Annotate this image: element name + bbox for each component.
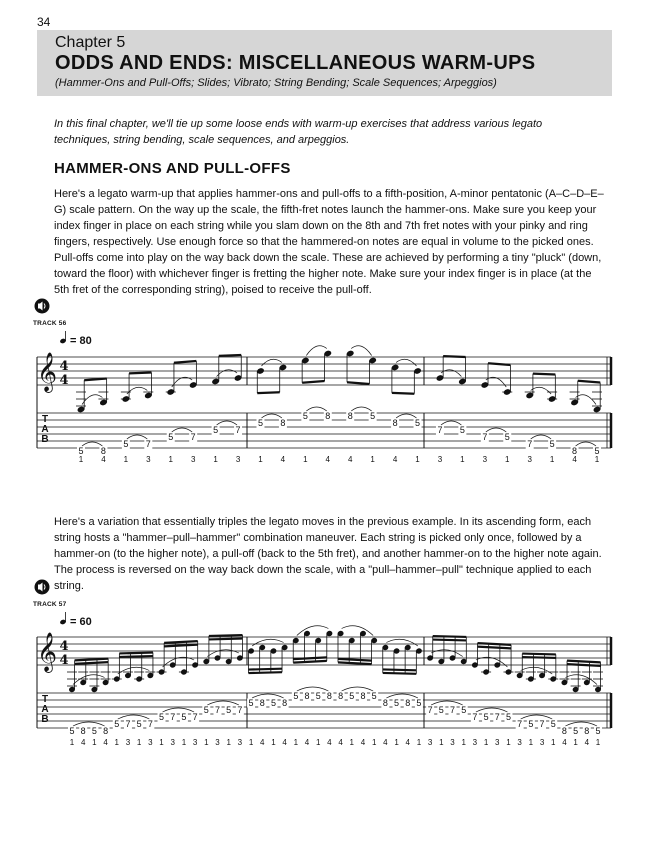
tab-fret-number: 5 bbox=[270, 697, 276, 708]
note-beam bbox=[477, 647, 511, 649]
tab-slur bbox=[386, 694, 418, 698]
fingering-number: 3 bbox=[190, 455, 196, 464]
track-label: TRACK 56 bbox=[33, 320, 67, 327]
note-beam bbox=[488, 363, 510, 365]
note-beam bbox=[433, 636, 467, 637]
fingering-number: 4 bbox=[392, 455, 398, 464]
fingering-number: 3 bbox=[237, 738, 243, 747]
tab-slur bbox=[576, 442, 596, 446]
tab-fret-number: 7 bbox=[235, 424, 241, 435]
slur bbox=[127, 387, 147, 394]
tab-fret-number: 5 bbox=[394, 697, 400, 708]
fingering-number: 1 bbox=[483, 738, 489, 747]
note-beam bbox=[248, 672, 282, 673]
fingering-number: 1 bbox=[181, 738, 187, 747]
fingering-number: 3 bbox=[215, 738, 220, 747]
note-beam bbox=[75, 662, 109, 664]
fingering-number: 3 bbox=[495, 738, 500, 747]
tab-fret-number: 8 bbox=[280, 417, 286, 428]
note-beam bbox=[383, 669, 417, 670]
fingering-number: 3 bbox=[235, 455, 241, 464]
fingering-number: 1 bbox=[528, 738, 534, 747]
fingering-number: 1 bbox=[573, 738, 578, 747]
tab-slur bbox=[217, 421, 237, 425]
note-beam bbox=[522, 654, 556, 655]
tab-fret-number: 5 bbox=[459, 424, 465, 435]
tab-fret-number: 5 bbox=[136, 718, 142, 729]
slur bbox=[306, 346, 326, 356]
page-number: 34 bbox=[37, 15, 51, 29]
tab-fret-number: 5 bbox=[415, 417, 421, 428]
slur bbox=[486, 377, 506, 387]
fingering-number: 1 bbox=[293, 738, 299, 747]
tab-fret-number: 5 bbox=[504, 431, 510, 442]
note-beam bbox=[219, 355, 241, 356]
fingering-number: 1 bbox=[370, 455, 375, 464]
note-beam bbox=[119, 653, 153, 654]
fingering-number: 1 bbox=[439, 738, 444, 747]
tab-fret-number: 8 bbox=[347, 410, 353, 421]
tab-fret-number: 5 bbox=[528, 718, 534, 729]
tab-fret-number: 5 bbox=[114, 718, 120, 729]
tempo-marking: = 80 bbox=[70, 335, 92, 347]
tab-fret-number: 5 bbox=[349, 690, 355, 701]
time-signature-top: 4 bbox=[59, 639, 69, 654]
tab-fret-number: 8 bbox=[382, 697, 388, 708]
fingering-number: 4 bbox=[325, 455, 331, 464]
slur bbox=[396, 359, 416, 366]
tab-slur bbox=[396, 414, 416, 418]
tab-fret-number: 8 bbox=[325, 410, 331, 421]
fingering-number: 1 bbox=[506, 738, 511, 747]
fingering-number: 1 bbox=[248, 738, 254, 747]
note-beam bbox=[578, 381, 600, 383]
tab-slur bbox=[306, 407, 326, 411]
slur bbox=[386, 639, 418, 646]
fingering-number: 3 bbox=[125, 738, 131, 747]
tab-slur bbox=[342, 687, 374, 691]
fingering-number: 1 bbox=[123, 455, 129, 464]
tab-fret-number: 5 bbox=[416, 697, 422, 708]
tab-clef-letter: A bbox=[41, 704, 49, 715]
tab-fret-number: 5 bbox=[78, 445, 84, 456]
fingering-number: 4 bbox=[584, 738, 590, 747]
note-beam bbox=[164, 641, 198, 643]
tab-slur bbox=[82, 442, 102, 446]
fingering-number: 4 bbox=[304, 738, 310, 747]
fingering-number: 1 bbox=[114, 738, 119, 747]
tab-fret-number: 7 bbox=[147, 718, 153, 729]
fingering-number: 3 bbox=[539, 738, 545, 747]
note-beam bbox=[567, 661, 601, 663]
tab-slur bbox=[531, 435, 551, 439]
tab-fret-number: 8 bbox=[259, 697, 265, 708]
fingering-number: 4 bbox=[572, 455, 577, 464]
fingering-number: 3 bbox=[148, 738, 153, 747]
fingering-number: 4 bbox=[101, 455, 106, 464]
tab-fret-number: 5 bbox=[505, 711, 511, 722]
tab-fret-number: 5 bbox=[91, 725, 97, 736]
note-beam bbox=[347, 382, 369, 384]
fingering-number: 4 bbox=[103, 738, 108, 747]
fingering-number: 1 bbox=[349, 738, 355, 747]
slur bbox=[476, 657, 508, 667]
note-beam bbox=[443, 356, 465, 357]
fingering-number: 3 bbox=[192, 738, 198, 747]
note-beam bbox=[383, 673, 417, 674]
tab-slur bbox=[163, 708, 195, 712]
note-beam bbox=[257, 392, 279, 393]
tab-fret-number: 8 bbox=[326, 690, 332, 701]
tab-slur bbox=[207, 701, 239, 705]
slur bbox=[261, 359, 281, 366]
note-beam bbox=[338, 659, 372, 661]
tab-slur bbox=[252, 694, 284, 698]
fingering-number: 3 bbox=[427, 738, 433, 747]
tab-slur bbox=[565, 722, 597, 726]
tab-fret-number: 5 bbox=[573, 725, 579, 736]
tab-fret-number: 5 bbox=[213, 424, 219, 435]
slur bbox=[82, 395, 102, 405]
tab-fret-number: 5 bbox=[371, 690, 377, 701]
fingering-number: 1 bbox=[371, 738, 377, 747]
body-paragraph-1: Here's a legato warm-up that applies hammer-ons and pull-offs to a fifth-position, A-minor pentatonic (A–C–D–E–G) scale pattern. On the way up the scale, the fifth-fret notes launch the hammer-ons. Make sure you keep your index finger in place on each string while you slam down on the 8th and 7th fret notes with your pinky and ring fingers, respectively. Use enough force so that the hammered-on notes are equal in volume to the picked ones. Pull-offs come into play on the way back down the scale. These are achieved by performing a tiny "pluck" (down, toward the floor) with whichever finger is fretting the higher note. Make sure your index finger is in place (at the 5th fret of the corresponding string), poised to receive the pull-off. bbox=[54, 188, 604, 296]
fingering-number: 4 bbox=[260, 738, 265, 747]
tab-clef-letter: A bbox=[41, 424, 49, 435]
tab-fret-number: 7 bbox=[125, 718, 131, 729]
tab-clef-letter: B bbox=[41, 714, 49, 725]
time-signature-top: 4 bbox=[59, 359, 69, 374]
note-beam bbox=[302, 381, 324, 383]
treble-clef-icon: 𝄞 bbox=[36, 352, 58, 392]
note-beam bbox=[392, 393, 414, 394]
tab-fret-number: 7 bbox=[192, 711, 198, 722]
tempo-marking: = 60 bbox=[70, 616, 92, 628]
tab-fret-number: 7 bbox=[427, 704, 433, 715]
fingering-number: 3 bbox=[482, 455, 488, 464]
fingering-number: 3 bbox=[527, 455, 532, 464]
fingering-number: 1 bbox=[92, 738, 97, 747]
tab-fret-number: 5 bbox=[594, 445, 600, 456]
tab-fret-number: 8 bbox=[80, 725, 86, 736]
tab-fret-number: 8 bbox=[405, 697, 411, 708]
slur bbox=[351, 346, 371, 356]
fingering-number: 1 bbox=[303, 455, 308, 464]
tab-slur bbox=[297, 687, 329, 691]
fingering-number: 1 bbox=[594, 455, 600, 464]
example-1 bbox=[37, 331, 611, 456]
tab-fret-number: 8 bbox=[561, 725, 567, 736]
tab-fret-number: 8 bbox=[100, 445, 106, 456]
note-beam bbox=[129, 373, 151, 374]
fingering-number: 1 bbox=[168, 455, 173, 464]
fingering-number: 1 bbox=[551, 738, 556, 747]
fingering-number: 1 bbox=[271, 738, 276, 747]
fingering-number: 4 bbox=[282, 738, 287, 747]
fingering-number: 1 bbox=[415, 455, 420, 464]
tab-fret-number: 5 bbox=[461, 704, 467, 715]
tab-fret-number: 5 bbox=[123, 438, 129, 449]
fingering-number: 3 bbox=[517, 738, 522, 747]
tab-fret-number: 8 bbox=[572, 445, 578, 456]
tab-fret-number: 7 bbox=[450, 704, 456, 715]
note-beam bbox=[164, 645, 198, 647]
tab-slur bbox=[351, 407, 371, 411]
note-beam bbox=[84, 379, 106, 381]
tab-fret-number: 5 bbox=[302, 410, 308, 421]
tab-fret-number: 8 bbox=[282, 697, 288, 708]
fingering-number: 4 bbox=[347, 455, 353, 464]
fingering-number: 1 bbox=[460, 455, 465, 464]
note-beam bbox=[174, 361, 196, 363]
chapter-subtitle: (Hammer-Ons and Pull-Offs; Slides; Vibrato; String Bending; Scale Sequences; Arpeggios) bbox=[55, 77, 497, 89]
tab-fret-number: 7 bbox=[190, 431, 196, 442]
fingering-number: 1 bbox=[258, 455, 263, 464]
tab-fret-number: 5 bbox=[257, 417, 263, 428]
tab-fret-number: 7 bbox=[145, 438, 151, 449]
tab-clef-letter: T bbox=[41, 694, 49, 705]
tab-fret-number: 5 bbox=[549, 438, 555, 449]
track-label: TRACK 57 bbox=[33, 601, 67, 608]
section-heading: HAMMER-ONS AND PULL-OFFS bbox=[54, 160, 291, 177]
tab-fret-number: 7 bbox=[472, 711, 478, 722]
tab-fret-number: 7 bbox=[437, 424, 443, 435]
note-beam bbox=[75, 659, 109, 661]
slur bbox=[521, 667, 553, 674]
tab-clef-letter: T bbox=[41, 414, 49, 425]
fingering-number: 4 bbox=[338, 738, 343, 747]
tab-fret-number: 5 bbox=[168, 431, 174, 442]
tab-slur bbox=[521, 715, 553, 719]
tab-fret-number: 7 bbox=[527, 438, 533, 449]
tab-slur bbox=[476, 708, 508, 712]
slur bbox=[172, 377, 192, 387]
note-beam bbox=[338, 662, 372, 664]
note-beam bbox=[209, 635, 243, 636]
tab-slur bbox=[486, 428, 506, 432]
fingering-number: 1 bbox=[315, 738, 321, 747]
note-beam bbox=[209, 639, 243, 640]
fingering-number: 1 bbox=[505, 455, 510, 464]
tab-fret-number: 5 bbox=[203, 704, 209, 715]
note-beam bbox=[119, 656, 153, 657]
tab-fret-number: 5 bbox=[69, 725, 75, 736]
tab-fret-number: 8 bbox=[392, 417, 398, 428]
tab-fret-number: 5 bbox=[248, 697, 254, 708]
slur bbox=[118, 667, 150, 674]
note-beam bbox=[567, 664, 601, 666]
treble-clef-icon: 𝄞 bbox=[36, 632, 58, 672]
fingering-number: 3 bbox=[437, 455, 443, 464]
note-beam bbox=[533, 374, 555, 375]
slur bbox=[297, 626, 329, 636]
tab-fret-number: 5 bbox=[226, 704, 232, 715]
fingering-number: 1 bbox=[416, 738, 422, 747]
fingering-number: 3 bbox=[472, 738, 478, 747]
slur bbox=[252, 639, 284, 646]
fingering-number: 1 bbox=[159, 738, 164, 747]
tab-slur bbox=[73, 722, 105, 726]
tab-fret-number: 8 bbox=[338, 690, 344, 701]
time-signature-bottom: 4 bbox=[59, 653, 69, 668]
fingering-number: 1 bbox=[78, 455, 84, 464]
example-2 bbox=[37, 612, 611, 736]
tab-fret-number: 7 bbox=[214, 704, 220, 715]
fingering-number: 1 bbox=[394, 738, 399, 747]
fingering-number: 1 bbox=[136, 738, 142, 747]
tab-fret-number: 7 bbox=[170, 711, 176, 722]
tab-slur bbox=[441, 421, 461, 425]
slur bbox=[342, 626, 374, 636]
fingering-number: 1 bbox=[549, 455, 555, 464]
fingering-number: 1 bbox=[461, 738, 466, 747]
intro-paragraph: In this final chapter, we'll tie up some loose ends with warm-up exercises that address various legato techniques, string bending, scale sequences, and arpeggios. bbox=[54, 118, 543, 146]
note-beam bbox=[293, 661, 327, 663]
slur bbox=[576, 395, 596, 405]
slur bbox=[73, 675, 105, 685]
tab-fret-number: 5 bbox=[595, 725, 601, 736]
fingering-number: 1 bbox=[213, 455, 218, 464]
tab-fret-number: 7 bbox=[517, 718, 523, 729]
fingering-number: 4 bbox=[280, 455, 286, 464]
tab-slur bbox=[118, 715, 150, 719]
fingering-number: 4 bbox=[383, 738, 388, 747]
chapter-title: ODDS AND ENDS: MISCELLANEOUS WARM-UPS bbox=[55, 52, 536, 74]
tab-fret-number: 5 bbox=[483, 711, 489, 722]
tab-clef-letter: B bbox=[41, 434, 49, 445]
tab-slur bbox=[261, 414, 281, 418]
fingering-number: 4 bbox=[327, 738, 332, 747]
fingering-number: 4 bbox=[405, 738, 410, 747]
slur bbox=[565, 675, 597, 685]
time-signature-bottom: 4 bbox=[59, 373, 69, 388]
tab-fret-number: 5 bbox=[438, 704, 444, 715]
body-paragraph-2: Here's a variation that essentially triples the legato moves in the previous example. In its ascending form, each string hosts a "hammer–pull–hammer" combination maneuver. Each string is picked only once, followed by a hammer-on (to the higher note), a pull-off (back to the 5th fret), and another hammer-on to the higher note again. The process is reversed on the way back down the scale, with a "pull–hammer–pull" technique applied to each string. bbox=[54, 516, 602, 592]
fingering-number: 4 bbox=[562, 738, 567, 747]
chapter-label: Chapter 5 bbox=[55, 34, 126, 51]
note-beam bbox=[477, 643, 511, 645]
tab-fret-number: 8 bbox=[103, 725, 109, 736]
tab-fret-number: 5 bbox=[181, 711, 187, 722]
note-beam bbox=[522, 657, 556, 658]
slur bbox=[163, 657, 195, 667]
fingering-number: 1 bbox=[204, 738, 209, 747]
tab-fret-number: 5 bbox=[293, 690, 299, 701]
fingering-number: 4 bbox=[80, 738, 86, 747]
tab-fret-number: 7 bbox=[539, 718, 545, 729]
tab-fret-number: 5 bbox=[370, 410, 376, 421]
note-beam bbox=[433, 640, 467, 641]
tab-fret-number: 5 bbox=[550, 718, 556, 729]
fingering-number: 1 bbox=[226, 738, 231, 747]
tab-fret-number: 8 bbox=[304, 690, 310, 701]
tab-fret-number: 8 bbox=[584, 725, 590, 736]
tab-fret-number: 5 bbox=[315, 690, 321, 701]
tab-fret-number: 7 bbox=[237, 704, 243, 715]
fingering-number: 1 bbox=[595, 738, 601, 747]
note-beam bbox=[248, 669, 282, 670]
tab-slur bbox=[172, 428, 192, 432]
tab-fret-number: 7 bbox=[494, 711, 500, 722]
fingering-number: 3 bbox=[450, 738, 455, 747]
fingering-number: 1 bbox=[69, 738, 75, 747]
slur bbox=[531, 387, 551, 394]
tab-slur bbox=[127, 435, 147, 439]
tab-fret-number: 8 bbox=[360, 690, 366, 701]
tab-fret-number: 5 bbox=[159, 711, 165, 722]
tab-slur bbox=[431, 701, 463, 705]
fingering-number: 4 bbox=[360, 738, 366, 747]
fingering-number: 3 bbox=[146, 455, 151, 464]
fingering-number: 3 bbox=[170, 738, 175, 747]
tab-fret-number: 7 bbox=[482, 431, 488, 442]
